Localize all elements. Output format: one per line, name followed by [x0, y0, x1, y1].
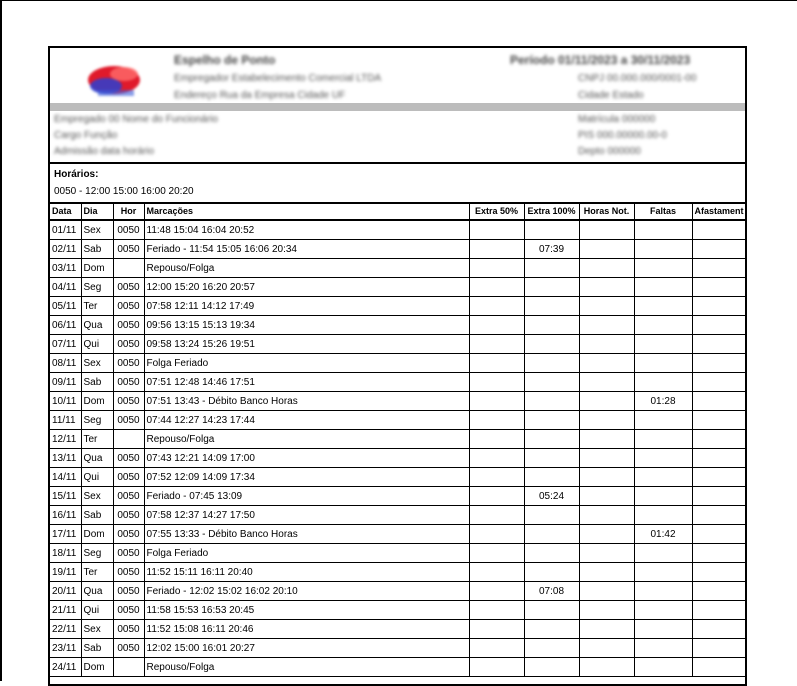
cell-extra100 [524, 392, 579, 411]
cell-afastamento [692, 639, 745, 658]
cell-afastamento [692, 373, 745, 392]
cell-horas-not [579, 373, 634, 392]
table-row [50, 620, 745, 639]
cell-dia: Seg [81, 544, 113, 563]
cell-hor: 0050 [113, 506, 144, 525]
cell-dia: Qua [81, 449, 113, 468]
cell-afastamento [692, 220, 745, 240]
cell-faltas [634, 563, 692, 582]
cell-hor: 0050 [113, 620, 144, 639]
cell-dia: Seg [81, 278, 113, 297]
table-body [50, 220, 745, 677]
table-header-row [50, 202, 745, 220]
employee-note: Admissão data horário [54, 146, 155, 157]
cell-extra50 [469, 563, 524, 582]
company-city: Cidade Estado [578, 90, 644, 101]
cell-horas-not [579, 278, 634, 297]
employee-pis: PIS 000.00000.00-0 [578, 130, 667, 141]
schedule-label: Horários: [54, 169, 99, 180]
cell-faltas [634, 601, 692, 620]
cell-afastamento [692, 582, 745, 601]
table-row [50, 544, 745, 563]
cell-dia: Sab [81, 506, 113, 525]
cell-data: 20/11 [50, 582, 81, 601]
header-divider-bar [50, 103, 745, 111]
cell-afastamento [692, 620, 745, 639]
cell-extra100 [524, 278, 579, 297]
cell-extra50 [469, 259, 524, 278]
col-header-extra100: Extra 100% [524, 202, 579, 220]
cell-dia: Qui [81, 468, 113, 487]
cell-marcacoes: 11:58 15:53 16:53 20:45 [144, 601, 469, 620]
cell-extra50 [469, 278, 524, 297]
table-row [50, 297, 745, 316]
cell-dia: Sex [81, 354, 113, 373]
cell-hor: 0050 [113, 354, 144, 373]
cell-data: 13/11 [50, 449, 81, 468]
timesheet-document [48, 46, 747, 686]
cell-afastamento [692, 259, 745, 278]
report-title: Espelho de Ponto [174, 53, 276, 67]
cell-dia: Qui [81, 335, 113, 354]
cell-hor: 0050 [113, 297, 144, 316]
cell-extra50 [469, 639, 524, 658]
cell-afastamento [692, 335, 745, 354]
cell-horas-not [579, 639, 634, 658]
cell-horas-not [579, 620, 634, 639]
cell-data: 14/11 [50, 468, 81, 487]
cell-data: 22/11 [50, 620, 81, 639]
cell-afastamento [692, 544, 745, 563]
cell-hor: 0050 [113, 468, 144, 487]
cell-hor: 0050 [113, 278, 144, 297]
employee-dept: Depto 000000 [578, 146, 641, 157]
cell-data: 10/11 [50, 392, 81, 411]
cell-afastamento [692, 354, 745, 373]
cell-extra50 [469, 468, 524, 487]
cell-marcacoes: Feriado - 07:45 13:09 [144, 487, 469, 506]
cell-dia: Dom [81, 525, 113, 544]
cell-horas-not [579, 487, 634, 506]
cell-extra50 [469, 525, 524, 544]
report-period: Período 01/11/2023 a 30/11/2023 [510, 53, 691, 67]
cell-extra100 [524, 259, 579, 278]
cell-afastamento [692, 601, 745, 620]
cell-extra50 [469, 506, 524, 525]
cell-marcacoes: 09:58 13:24 15:26 19:51 [144, 335, 469, 354]
table-row [50, 316, 745, 335]
table-row [50, 601, 745, 620]
cell-hor: 0050 [113, 544, 144, 563]
cell-data: 16/11 [50, 506, 81, 525]
cell-horas-not [579, 544, 634, 563]
col-header-marcacoes: Marcações [144, 202, 469, 220]
cell-extra50 [469, 544, 524, 563]
schedule-block [50, 162, 745, 204]
schedule-value: 0050 - 12:00 15:00 16:00 20:20 [54, 186, 194, 197]
col-header-hor: Hor [113, 202, 144, 220]
cell-extra50 [469, 316, 524, 335]
cell-data: 02/11 [50, 240, 81, 259]
cell-hor: 0050 [113, 582, 144, 601]
cell-marcacoes: Repouso/Folga [144, 658, 469, 677]
cell-horas-not [579, 297, 634, 316]
document-header [50, 48, 745, 164]
cell-marcacoes: 07:55 13:33 - Débito Banco Horas [144, 525, 469, 544]
cell-marcacoes: 07:58 12:37 14:27 17:50 [144, 506, 469, 525]
cell-extra100 [524, 506, 579, 525]
table-row [50, 468, 745, 487]
cell-marcacoes: 07:58 12:11 14:12 17:49 [144, 297, 469, 316]
cell-horas-not [579, 468, 634, 487]
cell-marcacoes: Feriado - 12:02 15:02 16:02 20:10 [144, 582, 469, 601]
cell-marcacoes: 11:48 15:04 16:04 20:52 [144, 220, 469, 240]
cell-faltas [634, 658, 692, 677]
cell-marcacoes: 12:02 15:00 16:01 20:27 [144, 639, 469, 658]
cell-hor [113, 658, 144, 677]
cell-data: 05/11 [50, 297, 81, 316]
cell-afastamento [692, 278, 745, 297]
cell-extra50 [469, 582, 524, 601]
cell-extra50 [469, 240, 524, 259]
col-header-afastamento: Afastament [692, 202, 745, 220]
cell-extra100 [524, 525, 579, 544]
company-cnpj: CNPJ 00.000.000/0001-00 [578, 73, 697, 84]
cell-hor: 0050 [113, 335, 144, 354]
col-header-data: Data [50, 202, 81, 220]
cell-dia: Ter [81, 297, 113, 316]
cell-faltas [634, 411, 692, 430]
cell-afastamento [692, 563, 745, 582]
cell-afastamento [692, 411, 745, 430]
cell-horas-not [579, 335, 634, 354]
table-row [50, 430, 745, 449]
table-row [50, 335, 745, 354]
cell-extra100 [524, 658, 579, 677]
cell-extra50 [469, 373, 524, 392]
cell-extra50 [469, 220, 524, 240]
cell-data: 03/11 [50, 259, 81, 278]
cell-data: 18/11 [50, 544, 81, 563]
cell-afastamento [692, 430, 745, 449]
col-header-extra50: Extra 50% [469, 202, 524, 220]
cell-faltas [634, 259, 692, 278]
cell-dia: Sab [81, 639, 113, 658]
cell-faltas [634, 582, 692, 601]
cell-marcacoes: Feriado - 11:54 15:05 16:06 20:34 [144, 240, 469, 259]
cell-extra100: 05:24 [524, 487, 579, 506]
cell-horas-not [579, 582, 634, 601]
cell-extra100 [524, 220, 579, 240]
cell-data: 06/11 [50, 316, 81, 335]
cell-extra100 [524, 468, 579, 487]
cell-afastamento [692, 506, 745, 525]
cell-marcacoes: Folga Feriado [144, 354, 469, 373]
cell-extra50 [469, 430, 524, 449]
table-row [50, 278, 745, 297]
cell-afastamento [692, 658, 745, 677]
cell-faltas [634, 506, 692, 525]
cell-extra50 [469, 335, 524, 354]
cell-marcacoes: Repouso/Folga [144, 430, 469, 449]
cell-extra100 [524, 563, 579, 582]
table-row [50, 392, 745, 411]
cell-horas-not [579, 220, 634, 240]
cell-dia: Ter [81, 563, 113, 582]
cell-hor [113, 430, 144, 449]
table-row [50, 639, 745, 658]
cell-dia: Qui [81, 601, 113, 620]
cell-horas-not [579, 525, 634, 544]
cell-horas-not [579, 563, 634, 582]
table-row [50, 487, 745, 506]
cell-data: 17/11 [50, 525, 81, 544]
cell-afastamento [692, 392, 745, 411]
cell-horas-not [579, 658, 634, 677]
cell-extra50 [469, 297, 524, 316]
cell-faltas [634, 544, 692, 563]
cell-data: 11/11 [50, 411, 81, 430]
cell-faltas [634, 373, 692, 392]
cell-extra50 [469, 620, 524, 639]
cell-extra50 [469, 487, 524, 506]
cell-hor: 0050 [113, 487, 144, 506]
cell-hor: 0050 [113, 563, 144, 582]
col-header-faltas: Faltas [634, 202, 692, 220]
cell-marcacoes: 07:51 13:43 - Débito Banco Horas [144, 392, 469, 411]
cell-extra100 [524, 411, 579, 430]
cell-faltas [634, 240, 692, 259]
table-row [50, 563, 745, 582]
cell-data: 07/11 [50, 335, 81, 354]
cell-dia: Seg [81, 411, 113, 430]
cell-faltas: 01:42 [634, 525, 692, 544]
cell-hor: 0050 [113, 449, 144, 468]
cell-extra50 [469, 354, 524, 373]
table-row [50, 373, 745, 392]
cell-marcacoes: 07:43 12:21 14:09 17:00 [144, 449, 469, 468]
cell-hor: 0050 [113, 240, 144, 259]
table-row [50, 411, 745, 430]
cell-marcacoes: Repouso/Folga [144, 259, 469, 278]
cell-horas-not [579, 259, 634, 278]
cell-hor: 0050 [113, 392, 144, 411]
cell-marcacoes: 09:56 13:15 15:13 19:34 [144, 316, 469, 335]
cell-extra50 [469, 411, 524, 430]
cell-data: 04/11 [50, 278, 81, 297]
cell-hor: 0050 [113, 601, 144, 620]
employee-name: Empregado 00 Nome do Funcionário [54, 114, 218, 125]
cell-horas-not [579, 316, 634, 335]
cell-horas-not [579, 392, 634, 411]
cell-marcacoes: 11:52 15:11 16:11 20:40 [144, 563, 469, 582]
cell-afastamento [692, 316, 745, 335]
cell-extra100: 07:39 [524, 240, 579, 259]
table-row [50, 525, 745, 544]
cell-faltas [634, 430, 692, 449]
cell-faltas [634, 297, 692, 316]
cell-dia: Sex [81, 487, 113, 506]
table-row [50, 354, 745, 373]
cell-extra100 [524, 373, 579, 392]
cell-hor: 0050 [113, 639, 144, 658]
cell-afastamento [692, 297, 745, 316]
cell-dia: Sab [81, 240, 113, 259]
cell-extra100 [524, 544, 579, 563]
table-row [50, 506, 745, 525]
cell-faltas [634, 487, 692, 506]
cell-afastamento [692, 468, 745, 487]
cell-hor: 0050 [113, 373, 144, 392]
cell-data: 01/11 [50, 220, 81, 240]
cell-marcacoes: 07:51 12:48 14:46 17:51 [144, 373, 469, 392]
table-row [50, 449, 745, 468]
cell-dia: Ter [81, 430, 113, 449]
cell-faltas [634, 468, 692, 487]
cell-extra100 [524, 620, 579, 639]
cell-horas-not [579, 449, 634, 468]
cell-extra50 [469, 449, 524, 468]
cell-faltas [634, 449, 692, 468]
cell-extra100 [524, 639, 579, 658]
cell-horas-not [579, 354, 634, 373]
cell-data: 24/11 [50, 658, 81, 677]
cell-hor: 0050 [113, 316, 144, 335]
cell-faltas [634, 639, 692, 658]
cell-extra100 [524, 297, 579, 316]
cell-data: 09/11 [50, 373, 81, 392]
employee-role: Cargo Função [54, 130, 118, 141]
cell-dia: Dom [81, 392, 113, 411]
table-row [50, 259, 745, 278]
cell-afastamento [692, 487, 745, 506]
table-row [50, 582, 745, 601]
cell-data: 21/11 [50, 601, 81, 620]
timesheet-table [50, 202, 745, 677]
cell-faltas [634, 316, 692, 335]
cell-data: 15/11 [50, 487, 81, 506]
cell-dia: Dom [81, 658, 113, 677]
cell-dia: Dom [81, 259, 113, 278]
cell-marcacoes: Folga Feriado [144, 544, 469, 563]
cell-faltas [634, 620, 692, 639]
cell-afastamento [692, 240, 745, 259]
cell-afastamento [692, 449, 745, 468]
cell-hor: 0050 [113, 411, 144, 430]
cell-faltas [634, 335, 692, 354]
cell-dia: Qua [81, 316, 113, 335]
company-address: Endereço Rua da Empresa Cidade UF [174, 90, 346, 101]
cell-horas-not [579, 240, 634, 259]
cell-extra50 [469, 392, 524, 411]
cell-data: 08/11 [50, 354, 81, 373]
company-name: Empregador Estabelecimento Comercial LTDA [174, 73, 382, 84]
cell-dia: Qua [81, 582, 113, 601]
cell-marcacoes: 07:52 12:09 14:09 17:34 [144, 468, 469, 487]
employee-registration: Matrícula 000000 [578, 114, 656, 125]
table-row [50, 220, 745, 240]
cell-extra100: 07:08 [524, 582, 579, 601]
cell-horas-not [579, 506, 634, 525]
cell-horas-not [579, 430, 634, 449]
cell-afastamento [692, 525, 745, 544]
cell-dia: Sab [81, 373, 113, 392]
cell-marcacoes: 12:00 15:20 16:20 20:57 [144, 278, 469, 297]
cell-faltas [634, 220, 692, 240]
table-row [50, 658, 745, 677]
cell-extra100 [524, 449, 579, 468]
cell-faltas: 01:28 [634, 392, 692, 411]
table-row [50, 240, 745, 259]
cell-extra50 [469, 658, 524, 677]
cell-extra100 [524, 354, 579, 373]
cell-marcacoes: 07:44 12:27 14:23 17:44 [144, 411, 469, 430]
cell-horas-not [579, 411, 634, 430]
cell-hor [113, 259, 144, 278]
cell-extra100 [524, 430, 579, 449]
cell-extra100 [524, 601, 579, 620]
cell-faltas [634, 278, 692, 297]
cell-horas-not [579, 601, 634, 620]
cell-hor: 0050 [113, 525, 144, 544]
cell-data: 19/11 [50, 563, 81, 582]
company-logo [84, 60, 148, 100]
cell-dia: Sex [81, 620, 113, 639]
cell-extra50 [469, 601, 524, 620]
cell-dia: Sex [81, 220, 113, 240]
cell-data: 23/11 [50, 639, 81, 658]
cell-marcacoes: 11:52 15:08 16:11 20:46 [144, 620, 469, 639]
cell-hor: 0050 [113, 220, 144, 240]
cell-extra100 [524, 316, 579, 335]
col-header-horas-not: Horas Not. [579, 202, 634, 220]
cell-extra100 [524, 335, 579, 354]
cell-data: 12/11 [50, 430, 81, 449]
cell-faltas [634, 354, 692, 373]
col-header-dia: Dia [81, 202, 113, 220]
